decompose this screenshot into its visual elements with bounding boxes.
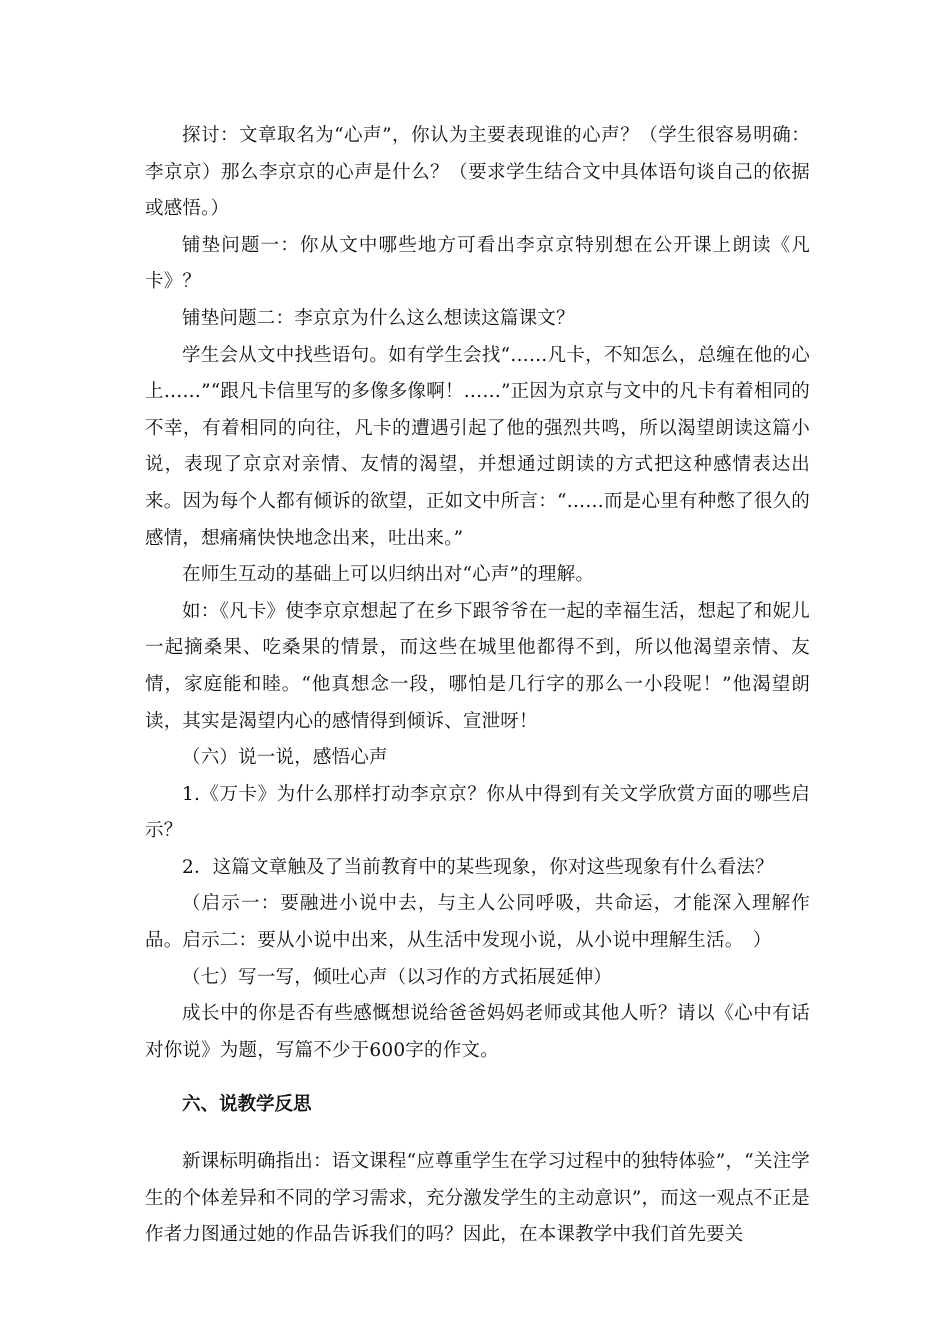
paragraph-summary-intro: 在师生互动的基础上可以归纳出对“心声”的理解。 [182,564,595,586]
paragraph-reflection: 新课标明确指出：语文课程“应尊重学生在学习过程中的独特体验”，“关注学生的个体差异和不同的学习需求，充分激发学生的主动意识”，而这一观点不正是作者力图通过她的作品告诉我们的吗？因此，在本课教学中我们首先要关 [145,1151,810,1246]
paragraph-question-2: 2．这篇文章触及了当前教育中的某些现象，你对这些现象有什么看法？ [182,856,774,878]
paragraph-example: 如：《凡卡》使李京京想起了在乡下跟爷爷在一起的幸福生活，想起了和妮儿一起摘桑果、吃桑果的情景，而这些在城里他都得不到，所以他渴望亲情、友情，家庭能和睦。“他真想念一段，哪怕是几行字的那么一小段呢！”他渴望朗读，其实是渴望内心的感情得到倾诉、宣泄呀！ [145,600,810,732]
paragraph-student-quotes: 学生会从文中找些语句。如有学生会找“……凡卡，不知怎么，总缠在他的心上……”“跟凡卡信里写的多像多像啊！……”正因为京京与文中的凡卡有着相同的不幸，有着相同的向往，凡卡的遭遇引起了他的强烈共鸣，所以渴望朗读这篇小说，表现了京京对亲情、友情的渴望，并想通过朗读的方式把这种感情表达出来。因为每个人都有倾诉的欲望，正如文中所言：“……而是心里有种憋了很久的感情，想痛痛快快地念出来，吐出来。” [145,344,810,549]
paragraph-lead-question-2: 铺垫问题二：李京京为什么这么想读这篇课文？ [182,307,575,329]
subheading-part-six: （六）说一说，感悟心声 [182,747,388,769]
paragraph-discussion: 探讨：文章取名为“心声”，你认为主要表现谁的心声？（学生很容易明确：李京京）那么李京京的心声是什么？（要求学生结合文中具体语句谈自己的依据或感悟。） [145,125,810,220]
section-heading: 六、说教学反思 [182,1094,312,1116]
paragraph-question-1: 1.《万卡》为什么那样打动李京京？你从中得到有关文学欣赏方面的哪些启示？ [145,783,810,842]
paragraph-writing-task: 成长中的你是否有些感慨想说给爸爸妈妈老师或其他人听？请以《心中有话对你说》为题，写篇不少于600字的作文。 [145,1003,810,1061]
subheading-part-seven: （七）写一写，倾吐心声（以习作的方式拓展延伸） [182,966,613,988]
paragraph-insights: （启示一：要融进小说中去，与主人公同呼吸，共命运，才能深入理解作品。启示二：要从小说中出来，从生活中发现小说，从小说中理解生活。 ） [145,893,810,952]
document-page [145,118,810,1254]
paragraph-lead-question-1: 铺垫问题一：你从文中哪些地方可看出李京京特别想在公开课上朗读《凡卡》？ [145,234,810,293]
